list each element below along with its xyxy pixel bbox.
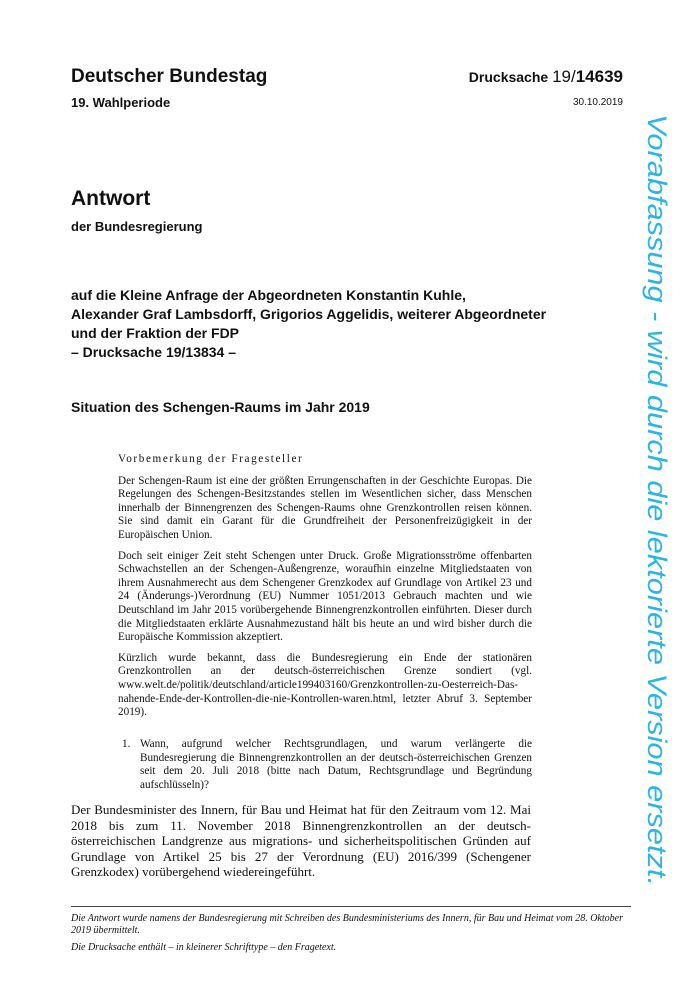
- question-item: [122, 738, 532, 792]
- drucksache-number: [469, 67, 623, 87]
- footer-notes: [71, 913, 631, 958]
- document-date: 30.10.2019: [572, 97, 623, 108]
- document-author: der Bundesregierung: [71, 219, 203, 234]
- preliminary-paragraph: Der Schengen-Raum ist eine der größten Errungenschaften in der Geschichte Europas. Die Regelungen des Schengen-Besitzstandes stellen im Wesentlichen sicher, dass Menschen innerhalb der Binnengrenzen des Schengen-Raums ohne Grenzkontrollen reisen können. Sie sind damit ein Garant für die Grundfreiheit der Personenfreizügigkeit in der Europäischen Union.: [118, 474, 532, 541]
- preliminary-heading: Vorbemerkung der Fragesteller: [118, 453, 304, 465]
- document-subject: Situation des Schengen-Raums im Jahr 2019: [71, 399, 370, 415]
- question-number: 1.: [122, 738, 131, 750]
- preliminary-paragraph: Kürzlich wurde bekannt, dass die Bundesregierung ein Ende der stationären Grenzkontrollen an der deutsch-österreichischen Grenze sondiert (vgl. www.welt.de/politik/deutschland/article199403160/Grenzkontrollen-zu-Oesterreich-Das-nahende-Ende-der-Kontrollen-die-nie-Kontrollen-waren.html, letzter Abruf 3. September 2019).: [118, 651, 532, 719]
- inquiry-line: auf die Kleine Anfrage der Abgeordneten Konstantin Kuhle,: [71, 287, 466, 303]
- answer-text: Der Bundesminister des Innern, für Bau und Heimat hat für den Zeitraum vom 12. Mai 2018 bis zum 11. November 2018 Binnengrenzkontrollen an der deutsch-österreichischen Landgrenze aus migrations- und sicherheitspolitischen Gründen auf Grundlage von Artikel 25 bis 27 der Verordnung (EU) 2016/399 (Schengener Grenzkodex) vorübergehend wiedereingeführt.: [71, 802, 531, 880]
- inquiry-line: – Drucksache 19/13834 –: [71, 344, 237, 360]
- drucksache-value: 14639: [575, 67, 623, 86]
- watermark-svg: [630, 110, 686, 890]
- question-text: Wann, aufgrund welcher Rechtsgrundlagen, und warum verlängerte die Bundesregierung die Binnengrenzkontrollen an der deutsch-österreichischen Grenzen seit dem 20. Juli 2018 (bitte nach Datum, Rechtsgrundlage und Begründung aufschlüsseln)?: [140, 738, 532, 791]
- inquiry-reference: [71, 286, 611, 362]
- document-type: Antwort: [71, 187, 151, 210]
- inquiry-line: Alexander Graf Lambsdorff, Grigorios Aggelidis, weiterer Abgeordneter: [71, 306, 547, 322]
- preliminary-remark: [118, 453, 532, 727]
- footer-note: Die Antwort wurde namens der Bundesregierung mit Schreiben des Bundesministeriums des Innern, für Bau und Heimat vom 28. Oktober 2019 übermittelt.: [71, 913, 623, 937]
- organization-name: Deutscher Bundestag: [71, 66, 268, 87]
- legislative-period: 19. Wahlperiode: [71, 95, 171, 110]
- footer-note: Die Drucksache enthält – in kleinerer Schrifttype – den Fragetext.: [71, 941, 337, 953]
- inquiry-line: und der Fraktion der FDP: [71, 325, 240, 341]
- preliminary-paragraph: Doch seit einiger Zeit steht Schengen unter Druck. Große Migrationsströme offenbarten Schwachstellen an der Schengen-Außengrenze, woraufhin einzelne Mitgliedstaaten von ihrem Ausnahmerecht aus dem Schengener Grenzkodex auf Grundlage von Artikel 23 und 24 (Änderungs-)Verordnung (EU) Nummer 1051/2013 Gebrauch machten und wie Deutschland im Jahr 2015 vorübergehende Binnengrenzkontrollen einführten. Dieser durch die Mitgliedstaaten erklärte Ausnahmezustand hält bis heute an und wird bisher durch die Europäische Kommission akzeptiert.: [118, 549, 532, 644]
- footer-divider: [71, 906, 631, 907]
- watermark-text: Vorabfassung - wird durch die lektorierte Version ersetzt.: [642, 114, 672, 792]
- draft-watermark: [630, 110, 686, 890]
- drucksache-prefix: 19/: [552, 67, 576, 86]
- drucksache-label: Drucksache: [468, 69, 549, 85]
